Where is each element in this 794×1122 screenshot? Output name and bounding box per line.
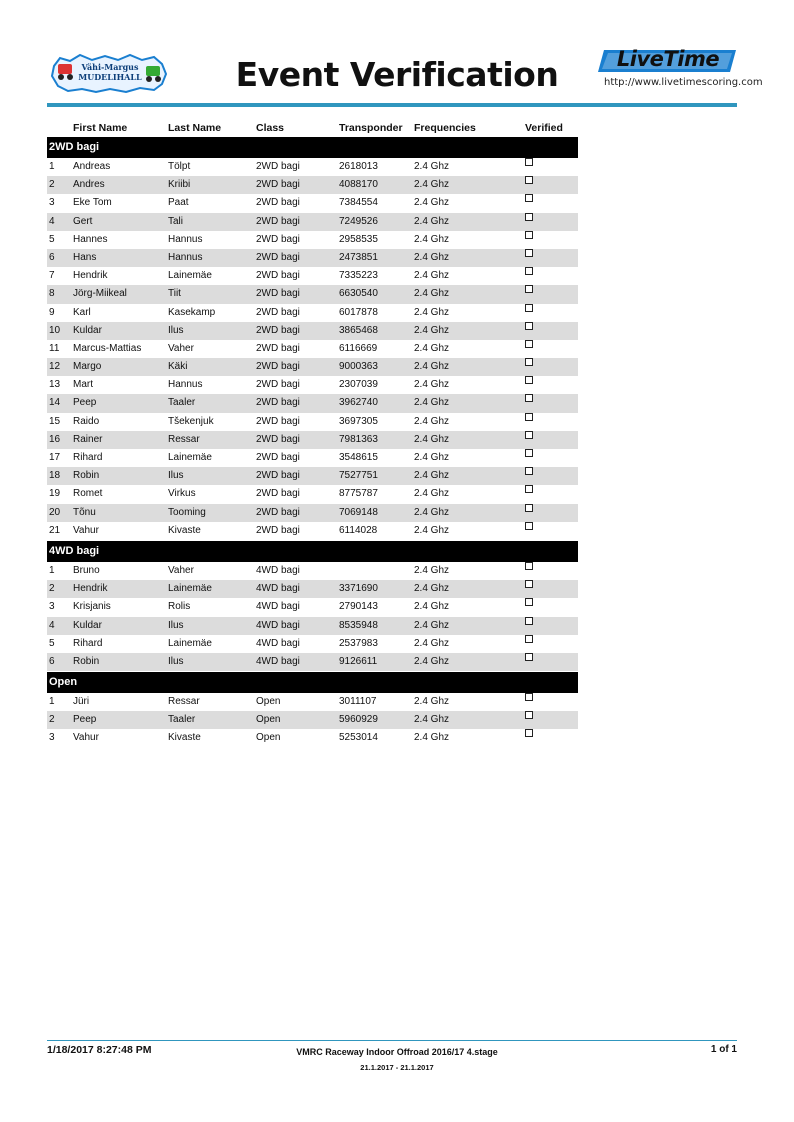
cell-number: 3 bbox=[49, 197, 55, 209]
verified-checkbox[interactable] bbox=[525, 158, 533, 166]
verified-checkbox[interactable] bbox=[525, 598, 533, 606]
cell-frequency: 2.4 Ghz bbox=[414, 397, 450, 409]
cell-last-name: Tšekenjuk bbox=[168, 415, 214, 427]
cell-transponder: 5960929 bbox=[339, 714, 378, 726]
verified-checkbox[interactable] bbox=[525, 394, 533, 402]
verified-checkbox[interactable] bbox=[525, 413, 533, 421]
cell-number: 20 bbox=[49, 506, 61, 518]
cell-class: 4WD bagi bbox=[256, 619, 300, 631]
cell-transponder: 5253014 bbox=[339, 732, 378, 744]
cell-class: 2WD bagi bbox=[256, 179, 300, 191]
table-row bbox=[47, 617, 578, 635]
cell-first-name: Mart bbox=[73, 379, 93, 391]
footer-divider bbox=[47, 1040, 737, 1041]
cell-number: 12 bbox=[49, 361, 61, 373]
table-row bbox=[47, 729, 578, 747]
cell-frequency: 2.4 Ghz bbox=[414, 619, 450, 631]
verification-table bbox=[47, 120, 578, 748]
verified-checkbox[interactable] bbox=[525, 504, 533, 512]
table-row bbox=[47, 249, 578, 267]
verified-checkbox[interactable] bbox=[525, 358, 533, 366]
group-header bbox=[47, 541, 578, 562]
cell-first-name: Robin bbox=[73, 655, 100, 667]
cell-number: 4 bbox=[49, 619, 55, 631]
page-number: 1 of 1 bbox=[710, 1044, 737, 1055]
cell-first-name: Karl bbox=[73, 306, 91, 318]
cell-class: 2WD bagi bbox=[256, 251, 300, 263]
cell-transponder: 2958535 bbox=[339, 233, 378, 245]
group-name: 4WD bagi bbox=[49, 544, 100, 557]
cell-frequency: 2.4 Ghz bbox=[414, 732, 450, 744]
col-class: Class bbox=[256, 122, 285, 134]
cell-transponder: 2473851 bbox=[339, 251, 378, 263]
cell-number: 1 bbox=[49, 696, 55, 708]
cell-frequency: 2.4 Ghz bbox=[414, 251, 450, 263]
cell-class: 4WD bagi bbox=[256, 583, 300, 595]
cell-first-name: Andreas bbox=[73, 161, 111, 172]
cell-first-name: Bruno bbox=[73, 564, 100, 576]
verified-checkbox[interactable] bbox=[525, 267, 533, 275]
verified-checkbox[interactable] bbox=[525, 562, 533, 570]
cell-first-name: Hannes bbox=[73, 233, 108, 245]
cell-class: 2WD bagi bbox=[256, 397, 300, 409]
mudelihall-logo-text: Vähi-Margus MUDELIHALL bbox=[78, 62, 142, 82]
cell-class: 2WD bagi bbox=[256, 452, 300, 463]
cell-frequency: 2.4 Ghz bbox=[414, 601, 450, 613]
table-row bbox=[47, 449, 578, 467]
cell-frequency: 2.4 Ghz bbox=[414, 415, 450, 427]
cell-frequency: 2.4 Ghz bbox=[414, 179, 450, 191]
cell-first-name: Margo bbox=[73, 361, 102, 373]
cell-transponder: 9000363 bbox=[339, 361, 378, 373]
cell-first-name: Vahur bbox=[73, 524, 99, 536]
cell-class: 2WD bagi bbox=[256, 288, 300, 300]
cell-last-name: Ilus bbox=[168, 324, 184, 336]
verified-checkbox[interactable] bbox=[525, 249, 533, 257]
cell-last-name: Ilus bbox=[168, 470, 184, 482]
cell-number: 5 bbox=[49, 233, 55, 245]
cell-transponder: 7335223 bbox=[339, 270, 378, 282]
table-header-row bbox=[47, 120, 578, 136]
table-row bbox=[47, 304, 578, 322]
cell-last-name: Hannus bbox=[168, 251, 203, 263]
cell-class: 2WD bagi bbox=[256, 524, 300, 536]
cell-transponder: 7527751 bbox=[339, 470, 378, 482]
cell-first-name: Rihard bbox=[73, 452, 103, 463]
cell-class: 2WD bagi bbox=[256, 488, 300, 500]
cell-number: 14 bbox=[49, 397, 61, 409]
cell-frequency: 2.4 Ghz bbox=[414, 324, 450, 336]
verified-checkbox[interactable] bbox=[525, 231, 533, 239]
table-row bbox=[47, 431, 578, 449]
cell-frequency: 2.4 Ghz bbox=[414, 637, 450, 649]
cell-last-name: Tali bbox=[168, 215, 184, 227]
cell-class: 4WD bagi bbox=[256, 637, 300, 649]
cell-first-name: Raido bbox=[73, 415, 100, 427]
col-last-name: Last Name bbox=[168, 122, 222, 134]
cell-first-name: Jörg-Miikeal bbox=[73, 288, 127, 300]
cell-number: 2 bbox=[49, 583, 55, 595]
cell-first-name: Peep bbox=[73, 714, 97, 726]
cell-class: 2WD bagi bbox=[256, 361, 300, 373]
event-name: VMRC Raceway Indoor Offroad 2016/17 4.stage bbox=[296, 1047, 498, 1057]
cell-number: 8 bbox=[49, 288, 55, 300]
cell-first-name: Kuldar bbox=[73, 619, 102, 631]
verified-checkbox[interactable] bbox=[525, 711, 533, 719]
cell-class: 2WD bagi bbox=[256, 470, 300, 482]
verified-checkbox[interactable] bbox=[525, 304, 533, 312]
header-divider bbox=[47, 103, 737, 107]
cell-frequency: 2.4 Ghz bbox=[414, 215, 450, 227]
table-row bbox=[47, 194, 578, 212]
cell-number: 9 bbox=[49, 306, 55, 318]
cell-number: 11 bbox=[49, 342, 60, 354]
cell-frequency: 2.4 Ghz bbox=[414, 564, 450, 576]
cell-transponder: 8775787 bbox=[339, 488, 378, 500]
cell-last-name: Ilus bbox=[168, 655, 184, 667]
table-row bbox=[47, 358, 578, 376]
cell-number: 7 bbox=[49, 270, 55, 282]
table-row bbox=[47, 580, 578, 598]
verified-checkbox[interactable] bbox=[525, 194, 533, 202]
cell-frequency: 2.4 Ghz bbox=[414, 342, 450, 354]
cell-class: 2WD bagi bbox=[256, 379, 300, 391]
cell-transponder: 3865468 bbox=[339, 324, 378, 336]
table-row bbox=[47, 711, 578, 729]
verified-checkbox[interactable] bbox=[525, 693, 533, 701]
cell-number: 17 bbox=[49, 452, 61, 463]
col-frequencies: Frequencies bbox=[414, 122, 476, 134]
cell-last-name: Lainemäe bbox=[168, 637, 212, 649]
livetime-logo-text: LiveTime bbox=[616, 47, 720, 71]
cell-last-name: Taaler bbox=[168, 397, 196, 409]
cell-last-name: Kivaste bbox=[168, 732, 201, 744]
group-header bbox=[47, 137, 578, 158]
cell-class: 2WD bagi bbox=[256, 197, 300, 209]
verified-checkbox[interactable] bbox=[525, 176, 533, 184]
cell-frequency: 2.4 Ghz bbox=[414, 361, 450, 373]
table-row bbox=[47, 635, 578, 653]
cell-last-name: Paat bbox=[168, 197, 189, 209]
table-row bbox=[47, 467, 578, 485]
cell-first-name: Hans bbox=[73, 251, 97, 263]
cell-last-name: Tooming bbox=[168, 506, 206, 518]
cell-class: 4WD bagi bbox=[256, 601, 300, 613]
cell-last-name: Virkus bbox=[168, 488, 196, 500]
table-row bbox=[47, 413, 578, 431]
cell-frequency: 2.4 Ghz bbox=[414, 379, 450, 391]
cell-number: 10 bbox=[49, 324, 61, 336]
page-title: Event Verification bbox=[235, 55, 559, 94]
table-body bbox=[47, 137, 578, 748]
cell-first-name: Hendrik bbox=[73, 583, 108, 595]
table-row bbox=[47, 376, 578, 394]
cell-last-name: Ressar bbox=[168, 696, 200, 708]
cell-number: 18 bbox=[49, 470, 61, 482]
cell-transponder: 4088170 bbox=[339, 179, 378, 191]
cell-number: 13 bbox=[49, 379, 61, 391]
cell-number: 1 bbox=[49, 161, 55, 172]
cell-transponder: 6630540 bbox=[339, 288, 378, 300]
verified-checkbox[interactable] bbox=[525, 522, 533, 530]
cell-transponder: 3548615 bbox=[339, 452, 378, 463]
table-row bbox=[47, 522, 578, 540]
table-row bbox=[47, 213, 578, 231]
verified-checkbox[interactable] bbox=[525, 467, 533, 475]
cell-first-name: Romet bbox=[73, 488, 103, 500]
cell-number: 3 bbox=[49, 732, 55, 744]
cell-frequency: 2.4 Ghz bbox=[414, 655, 450, 667]
cell-number: 2 bbox=[49, 179, 55, 191]
cell-class: 2WD bagi bbox=[256, 306, 300, 318]
cell-last-name: Lainemäe bbox=[168, 270, 212, 282]
cell-transponder: 2307039 bbox=[339, 379, 378, 391]
cell-last-name: Taaler bbox=[168, 714, 196, 726]
cell-class: 2WD bagi bbox=[256, 415, 300, 427]
event-date-range: 21.1.2017 - 21.1.2017 bbox=[360, 1063, 434, 1072]
cell-frequency: 2.4 Ghz bbox=[414, 306, 450, 318]
cell-number: 4 bbox=[49, 215, 55, 227]
cell-class: 2WD bagi bbox=[256, 233, 300, 245]
cell-last-name: Vaher bbox=[168, 564, 194, 576]
cell-class: Open bbox=[256, 732, 281, 744]
cell-frequency: 2.4 Ghz bbox=[414, 161, 450, 172]
cell-transponder: 2618013 bbox=[339, 161, 378, 172]
cell-transponder: 2537983 bbox=[339, 637, 378, 649]
verified-checkbox[interactable] bbox=[525, 340, 533, 348]
cell-last-name: Tiit bbox=[168, 288, 181, 300]
cell-last-name: Kivaste bbox=[168, 524, 201, 536]
cell-transponder: 6114028 bbox=[339, 524, 378, 536]
verified-checkbox[interactable] bbox=[525, 376, 533, 384]
verified-checkbox[interactable] bbox=[525, 213, 533, 221]
cell-class: Open bbox=[256, 696, 281, 708]
cell-class: 2WD bagi bbox=[256, 215, 300, 227]
verified-checkbox[interactable] bbox=[525, 285, 533, 293]
table-row bbox=[47, 285, 578, 303]
cell-frequency: 2.4 Ghz bbox=[414, 696, 450, 708]
print-datetime: 1/18/2017 8:27:48 PM bbox=[47, 1044, 152, 1056]
cell-class: 4WD bagi bbox=[256, 655, 300, 667]
group-header bbox=[47, 672, 578, 693]
verified-checkbox[interactable] bbox=[525, 322, 533, 330]
col-verified: Verified bbox=[525, 122, 563, 134]
cell-transponder: 7384554 bbox=[339, 197, 378, 209]
cell-frequency: 2.4 Ghz bbox=[414, 488, 450, 500]
cell-transponder: 2790143 bbox=[339, 601, 378, 613]
cell-first-name: Eke Tom bbox=[73, 197, 112, 209]
verified-checkbox[interactable] bbox=[525, 580, 533, 588]
verified-checkbox[interactable] bbox=[525, 653, 533, 661]
cell-frequency: 2.4 Ghz bbox=[414, 524, 450, 536]
cell-frequency: 2.4 Ghz bbox=[414, 714, 450, 726]
cell-class: 2WD bagi bbox=[256, 506, 300, 518]
cell-first-name: Andres bbox=[73, 179, 105, 191]
cell-frequency: 2.4 Ghz bbox=[414, 583, 450, 595]
cell-transponder: 3011107 bbox=[339, 696, 377, 708]
cell-number: 3 bbox=[49, 601, 55, 613]
cell-number: 6 bbox=[49, 655, 55, 667]
cell-number: 16 bbox=[49, 433, 61, 445]
verified-checkbox[interactable] bbox=[525, 635, 533, 643]
cell-transponder: 9126611 bbox=[339, 655, 378, 667]
cell-class: 2WD bagi bbox=[256, 324, 300, 336]
table-row bbox=[47, 322, 578, 340]
cell-class: 4WD bagi bbox=[256, 564, 300, 576]
cell-number: 21 bbox=[49, 524, 61, 536]
cell-number: 5 bbox=[49, 637, 55, 649]
cell-first-name: Marcus-Mattias bbox=[73, 342, 142, 354]
table-row bbox=[47, 562, 578, 580]
cell-frequency: 2.4 Ghz bbox=[414, 506, 450, 518]
col-transponder: Transponder bbox=[339, 122, 403, 134]
cell-number: 6 bbox=[49, 251, 55, 263]
verified-checkbox[interactable] bbox=[525, 485, 533, 493]
cell-transponder: 6017878 bbox=[339, 306, 378, 318]
cell-transponder: 3697305 bbox=[339, 415, 378, 427]
cell-number: 1 bbox=[49, 564, 55, 576]
table-row bbox=[47, 267, 578, 285]
cell-last-name: Vaher bbox=[168, 342, 194, 354]
cell-last-name: Kasekamp bbox=[168, 306, 216, 318]
cell-frequency: 2.4 Ghz bbox=[414, 197, 450, 209]
col-first-name: First Name bbox=[73, 122, 128, 134]
cell-last-name: Ilus bbox=[168, 619, 184, 631]
verified-checkbox[interactable] bbox=[525, 431, 533, 439]
cell-last-name: Käki bbox=[168, 361, 188, 373]
cell-class: 2WD bagi bbox=[256, 270, 300, 282]
cell-last-name: Hannus bbox=[168, 379, 203, 391]
cell-first-name: Vahur bbox=[73, 732, 99, 744]
table-row bbox=[47, 693, 578, 711]
cell-transponder: 7069148 bbox=[339, 506, 378, 518]
verified-checkbox[interactable] bbox=[525, 617, 533, 625]
table-row bbox=[47, 340, 578, 358]
table-row bbox=[47, 598, 578, 616]
cell-first-name: Krisjanis bbox=[73, 601, 111, 613]
cell-frequency: 2.4 Ghz bbox=[414, 288, 450, 300]
cell-transponder: 3371690 bbox=[339, 583, 378, 595]
cell-frequency: 2.4 Ghz bbox=[414, 452, 450, 463]
cell-last-name: Ressar bbox=[168, 433, 200, 445]
cell-last-name: Rolis bbox=[168, 601, 191, 613]
table-row bbox=[47, 158, 578, 176]
cell-first-name: Peep bbox=[73, 397, 97, 409]
cell-first-name: Rainer bbox=[73, 433, 103, 445]
cell-last-name: Kriibi bbox=[168, 179, 191, 191]
cell-last-name: Lainemäe bbox=[168, 452, 212, 463]
group-name: Open bbox=[49, 676, 78, 689]
cell-first-name: Tõnu bbox=[73, 506, 96, 518]
cell-frequency: 2.4 Ghz bbox=[414, 233, 450, 245]
cell-first-name: Robin bbox=[73, 470, 100, 482]
group-name: 2WD bagi bbox=[49, 141, 100, 153]
cell-transponder: 7981363 bbox=[339, 433, 378, 445]
cell-first-name: Gert bbox=[73, 215, 93, 227]
livetime-url[interactable]: http://www.livetimescoring.com bbox=[604, 77, 763, 88]
cell-transponder: 3962740 bbox=[339, 397, 378, 409]
cell-first-name: Jüri bbox=[73, 696, 90, 708]
cell-last-name: Hannus bbox=[168, 233, 203, 245]
cell-number: 2 bbox=[49, 714, 55, 726]
cell-transponder: 6116669 bbox=[339, 342, 378, 354]
cell-number: 15 bbox=[49, 415, 61, 427]
table-row bbox=[47, 231, 578, 249]
cell-first-name: Kuldar bbox=[73, 324, 102, 336]
table-row bbox=[47, 176, 578, 194]
cell-last-name: Tölpt bbox=[168, 161, 191, 172]
table-row bbox=[47, 504, 578, 522]
cell-class: Open bbox=[256, 714, 281, 726]
cell-class: 2WD bagi bbox=[256, 433, 300, 445]
table-row bbox=[47, 485, 578, 503]
cell-class: 2WD bagi bbox=[256, 161, 300, 172]
cell-first-name: Rihard bbox=[73, 637, 103, 649]
cell-transponder: 8535948 bbox=[339, 619, 378, 631]
verified-checkbox[interactable] bbox=[525, 449, 533, 457]
cell-last-name: Lainemäe bbox=[168, 583, 212, 595]
cell-frequency: 2.4 Ghz bbox=[414, 470, 450, 482]
cell-transponder: 7249526 bbox=[339, 215, 378, 227]
cell-first-name: Hendrik bbox=[73, 270, 108, 282]
cell-number: 19 bbox=[49, 488, 61, 500]
table-row bbox=[47, 394, 578, 412]
verified-checkbox[interactable] bbox=[525, 729, 533, 737]
cell-class: 2WD bagi bbox=[256, 342, 300, 354]
cell-frequency: 2.4 Ghz bbox=[414, 433, 450, 445]
table-row bbox=[47, 653, 578, 671]
cell-frequency: 2.4 Ghz bbox=[414, 270, 450, 282]
